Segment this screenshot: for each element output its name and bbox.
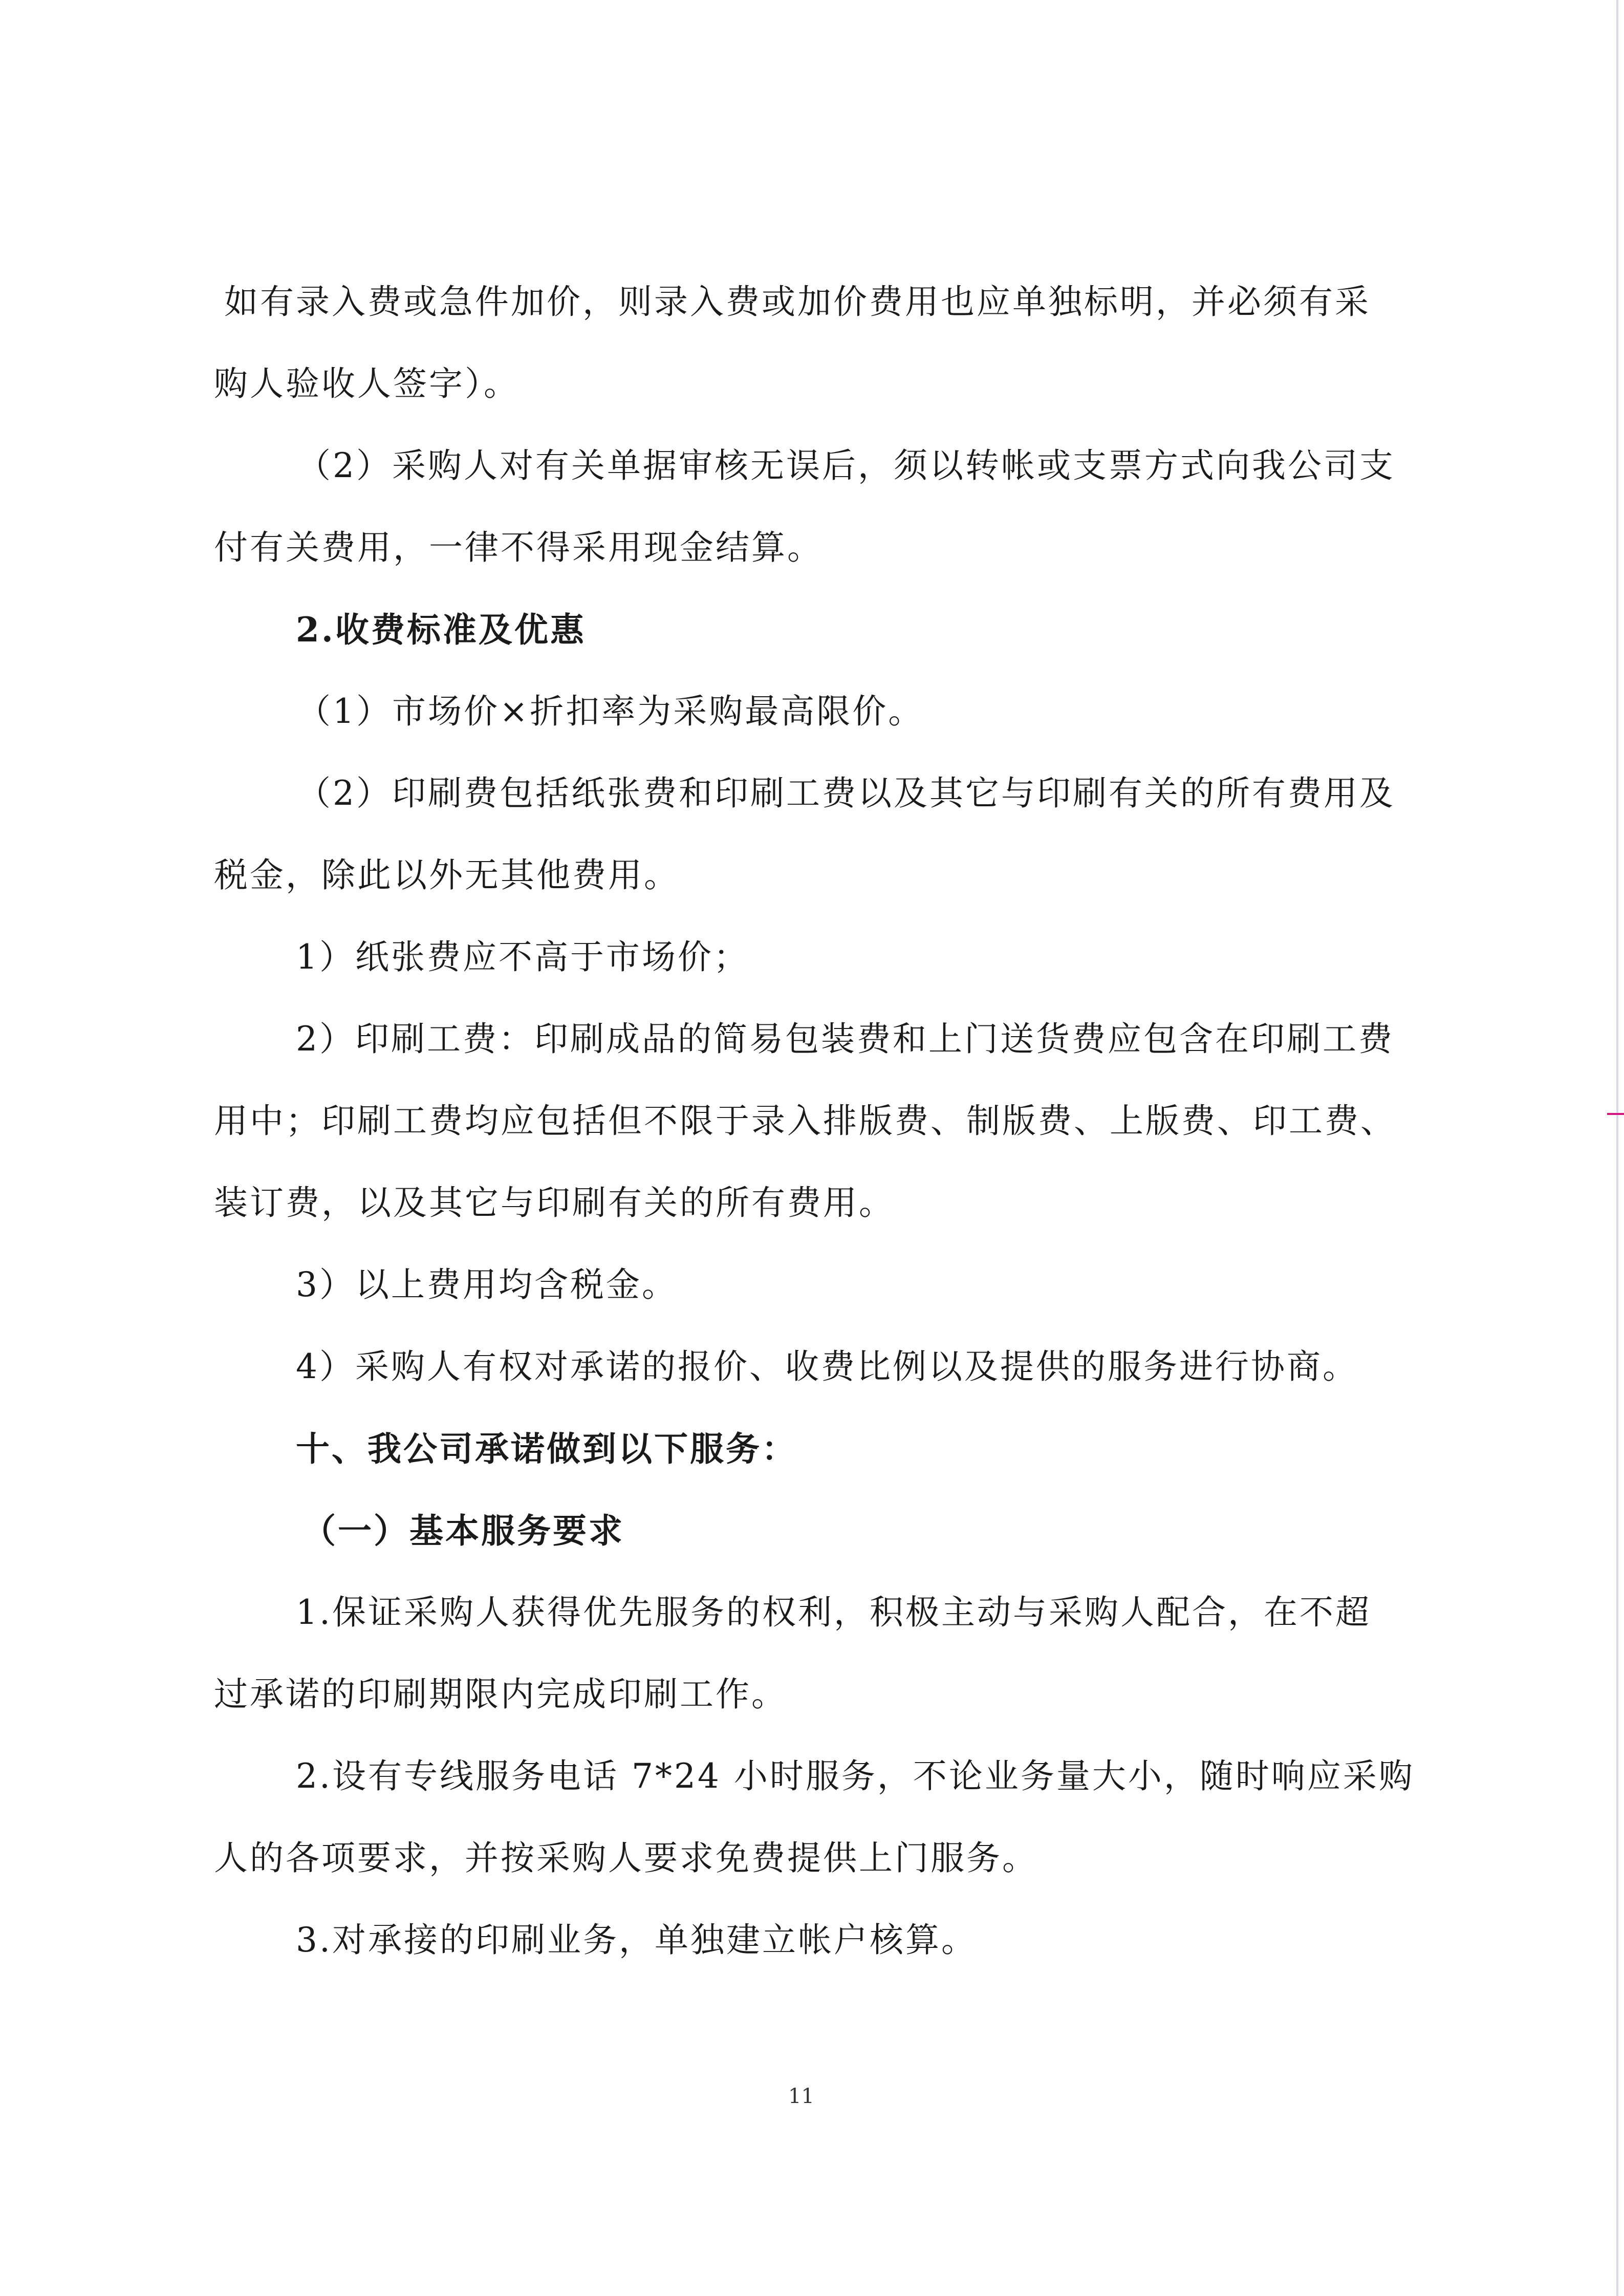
paragraph-line: 2）印刷工费：印刷成品的简易包装费和上门送货费应包含在印刷工费 xyxy=(296,1019,1394,1059)
paragraph-line: 付有关费用，一律不得采用现金结算。 xyxy=(214,528,823,567)
paragraph-line: 2.设有专线服务电话 7*24 小时服务，不论业务量大小，随时响应采购 xyxy=(296,1756,1415,1796)
scan-edge-line xyxy=(1616,0,1618,2296)
paragraph-line: （2）采购人对有关单据审核无误后，须以转帐或支票方式向我公司支 xyxy=(297,446,1395,485)
paragraph-line: 1.保证采购人获得优先服务的权利，积极主动与采购人配合，在不超 xyxy=(296,1593,1371,1632)
paragraph-line: 3）以上费用均含税金。 xyxy=(296,1265,678,1304)
paragraph-line: 过承诺的印刷期限内完成印刷工作。 xyxy=(214,1675,787,1714)
paragraph-line: 人的各项要求，并按采购人要求免费提供上门服务。 xyxy=(214,1838,1038,1878)
section-heading: 2.收费标准及优惠 xyxy=(296,610,586,650)
paragraph-line: 1）纸张费应不高于市场价； xyxy=(296,937,749,977)
paragraph-line: 装订费，以及其它与印刷有关的所有费用。 xyxy=(214,1183,895,1222)
section-heading: 十、我公司承诺做到以下服务： xyxy=(296,1429,797,1469)
page-number: 11 xyxy=(788,2085,814,2108)
paragraph-line: 3.对承接的印刷业务，单独建立帐户核算。 xyxy=(296,1920,977,1960)
subsection-heading: （一）基本服务要求 xyxy=(302,1511,624,1551)
paragraph-line: 用中；印刷工费均应包括但不限于录入排版费、制版费、上版费、印工费、 xyxy=(214,1101,1396,1141)
paragraph-line: 购人验收人签字）。 xyxy=(214,364,519,403)
paragraph-line: （1）市场价×折扣率为采购最高限价。 xyxy=(297,692,924,731)
paragraph-line: （2）印刷费包括纸张费和印刷工费以及其它与印刷有关的所有费用及 xyxy=(297,774,1395,813)
scan-edge-mark xyxy=(1607,1113,1624,1115)
paragraph-line: 如有录入费或急件加价，则录入费或加价费用也应单独标明，并必须有采 xyxy=(224,282,1371,321)
paragraph-line: 税金，除此以外无其他费用。 xyxy=(214,855,680,895)
paragraph-line: 4）采购人有权对承诺的报价、收费比例以及提供的服务进行协商。 xyxy=(296,1347,1358,1386)
